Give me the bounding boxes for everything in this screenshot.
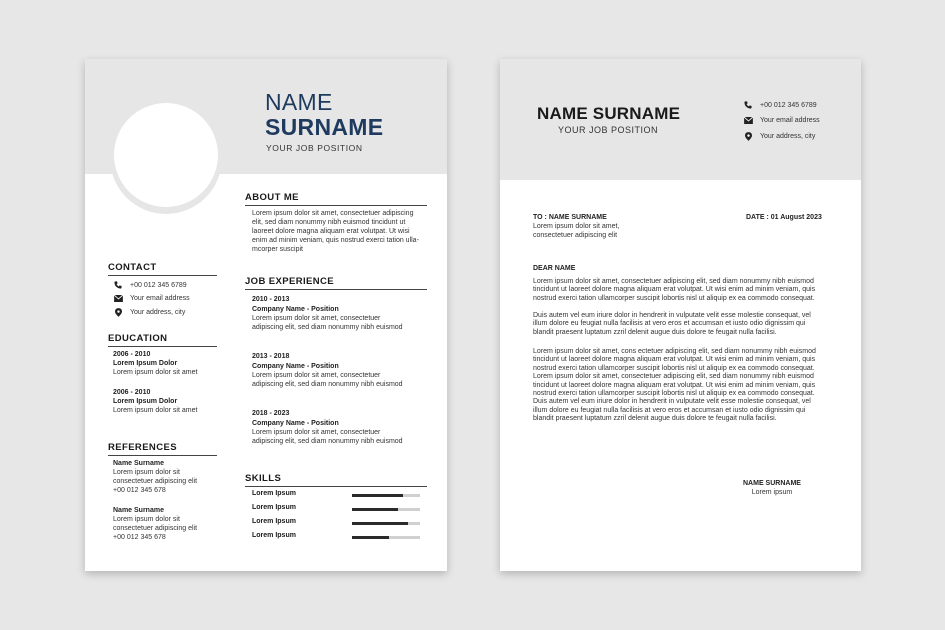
resume-name-last: SURNAME xyxy=(265,114,384,140)
education-title: EDUCATION xyxy=(108,333,217,347)
signature-subtitle: Lorem ipsum xyxy=(751,489,793,496)
salutation: DEAR NAME xyxy=(533,265,576,272)
skill-bar xyxy=(352,536,420,539)
contact-phone: +00 012 345 6789 xyxy=(130,281,187,289)
resume-name-first: NAME xyxy=(265,89,333,115)
letter-paragraph: Lorem ipsum dolor sit amet, consectetuer adipiscing elit, sed diam nonummy nibh euismod tincidunt ut laoreet dolore magna aliquam erat volutpat. Ut wisi enim ad minim veniam, quis nostrud exerci tation ullamcorper suscipit lobortis nisl ut aliquip ex ea commodo consequat. xyxy=(533,278,816,302)
letter-date: DATE : 01 August 2023 xyxy=(746,214,822,221)
signature-block xyxy=(743,479,801,497)
skill-row xyxy=(252,532,422,542)
skills-title: SKILLS xyxy=(245,473,427,487)
about-text: Lorem ipsum dolor sit amet, consectetuer adipiscing elit, sed diam nonummy nibh euismod tincidunt ut laoreet dolore magna aliquam erat volutpat. Ut wisi enim ad minim veniam, quis nostrud exerci tation ulla- mcorper suscipit xyxy=(252,210,419,253)
location-pin-icon xyxy=(743,131,753,141)
skill-row xyxy=(252,518,422,528)
skill-bar xyxy=(352,508,420,511)
signature-name: NAME SURNAME xyxy=(743,480,801,487)
skill-label: Lorem Ipsum xyxy=(252,490,296,497)
references-title: REFERENCES xyxy=(108,442,217,456)
letter-email: Your email address xyxy=(760,116,820,124)
skill-bar-fill xyxy=(352,494,403,497)
letter-paragraph: Lorem ipsum dolor sit amet, cons ectetuer adipiscing elit, sed diam nonummy nibh euismod tincidunt ut laoreet dolore magna aliquam erat volutpat. Ut wisi enim ad minim veniam, quis nostrud exerci tation ullamcorper suscipit lobortis nisl ut aliquip ex ea commodo consequat. Lorem ipsum dolor sit amet, consectetuer adipiscing elit, sed diam nonummy nibh euismod tincidunt ut laoreet dolore magna aliquam erat volutpat. Ut wisi enim ad minim veniam, quis nostrud exerci tation ullamcorper suscipit lobortis nisl ut aliquip ex ea commodo consequat. Duis autem vel eum iriure dolor in hendrerit in vulputate velit esse molestie consequat, vel illum dolore eu feugiat nulla facilisis at vero eros et accumsan et iusto odio dignissim qui blandit praesent luptatum zzril delenit augue duis dolore te feugait nulla facilisi. xyxy=(533,348,816,423)
contact-address: Your address, city xyxy=(130,308,186,316)
skill-row xyxy=(252,504,422,514)
letter-email-row xyxy=(743,115,820,125)
email-icon xyxy=(743,115,753,125)
skill-bar-fill xyxy=(352,508,398,511)
resume-page xyxy=(85,59,447,571)
skill-label: Lorem Ipsum xyxy=(252,518,296,525)
letter-phone-row xyxy=(743,100,817,110)
experience-item: 2010 - 2013 Company Name - Position Lorem ipsum dolor sit amet, consectetuer adipiscing elit, sed diam nonummy nibh euismod xyxy=(252,296,403,331)
letter-name: NAME SURNAME xyxy=(537,104,681,123)
contact-title: CONTACT xyxy=(108,262,217,276)
recipient-label: TO : NAME SURNAME xyxy=(533,214,607,221)
phone-icon xyxy=(743,100,753,110)
location-pin-icon xyxy=(113,307,123,317)
letter-job-position: YOUR JOB POSITION xyxy=(558,125,659,135)
letter-address: Your address, city xyxy=(760,132,816,140)
skill-bar xyxy=(352,522,420,525)
letter-address-row xyxy=(743,131,815,141)
skill-bar xyxy=(352,494,420,497)
recipient-block: TO : NAME SURNAME Lorem ipsum dolor sit amet, consectetuer adipiscing elit xyxy=(533,214,620,239)
skill-bar-fill xyxy=(352,522,408,525)
education-item: 2006 - 2010 Lorem Ipsum Dolor Lorem ipsum dolor sit amet xyxy=(113,351,198,376)
contact-phone-row xyxy=(113,280,187,290)
skill-bar-fill xyxy=(352,536,389,539)
education-item: 2006 - 2010 Lorem Ipsum Dolor Lorem ipsum dolor sit amet xyxy=(113,389,198,414)
skill-label: Lorem Ipsum xyxy=(252,532,296,539)
contact-email: Your email address xyxy=(130,294,190,302)
contact-email-row xyxy=(113,293,190,303)
reference-item: Name Surname Lorem ipsum dolor sit consectetuer adipiscing elit +00 012 345 678 xyxy=(113,460,198,494)
reference-item: Name Surname Lorem ipsum dolor sit consectetuer adipiscing elit +00 012 345 678 xyxy=(113,507,198,541)
cover-letter-page xyxy=(500,59,861,571)
experience-item: 2018 - 2023 Company Name - Position Lorem ipsum dolor sit amet, consectetuer adipiscing elit, sed diam nonummy nibh euismod xyxy=(252,410,403,445)
resume-job-position: YOUR JOB POSITION xyxy=(266,143,363,153)
letter-paragraph: Duis autem vel eum iriure dolor in hendrerit in vulputate velit esse molestie consequat, vel illum dolore eu feugiat nulla facilisis at vero eros et accumsan et iusto odio dignissim qui blandit praesent luptatum zzril delenit augue duis dolore te feugait nulla facilisi. xyxy=(533,312,811,336)
phone-icon xyxy=(113,280,123,290)
experience-item: 2013 - 2018 Company Name - Position Lorem ipsum dolor sit amet, consectetuer adipiscing elit, sed diam nonummy nibh euismod xyxy=(252,353,403,388)
skill-row xyxy=(252,490,422,500)
skill-label: Lorem Ipsum xyxy=(252,504,296,511)
letter-phone: +00 012 345 6789 xyxy=(760,101,817,109)
about-title: ABOUT ME xyxy=(245,192,427,206)
contact-address-row xyxy=(113,307,185,317)
profile-photo-placeholder xyxy=(114,103,218,207)
email-icon xyxy=(113,293,123,303)
experience-title: JOB EXPERIENCE xyxy=(245,276,427,290)
